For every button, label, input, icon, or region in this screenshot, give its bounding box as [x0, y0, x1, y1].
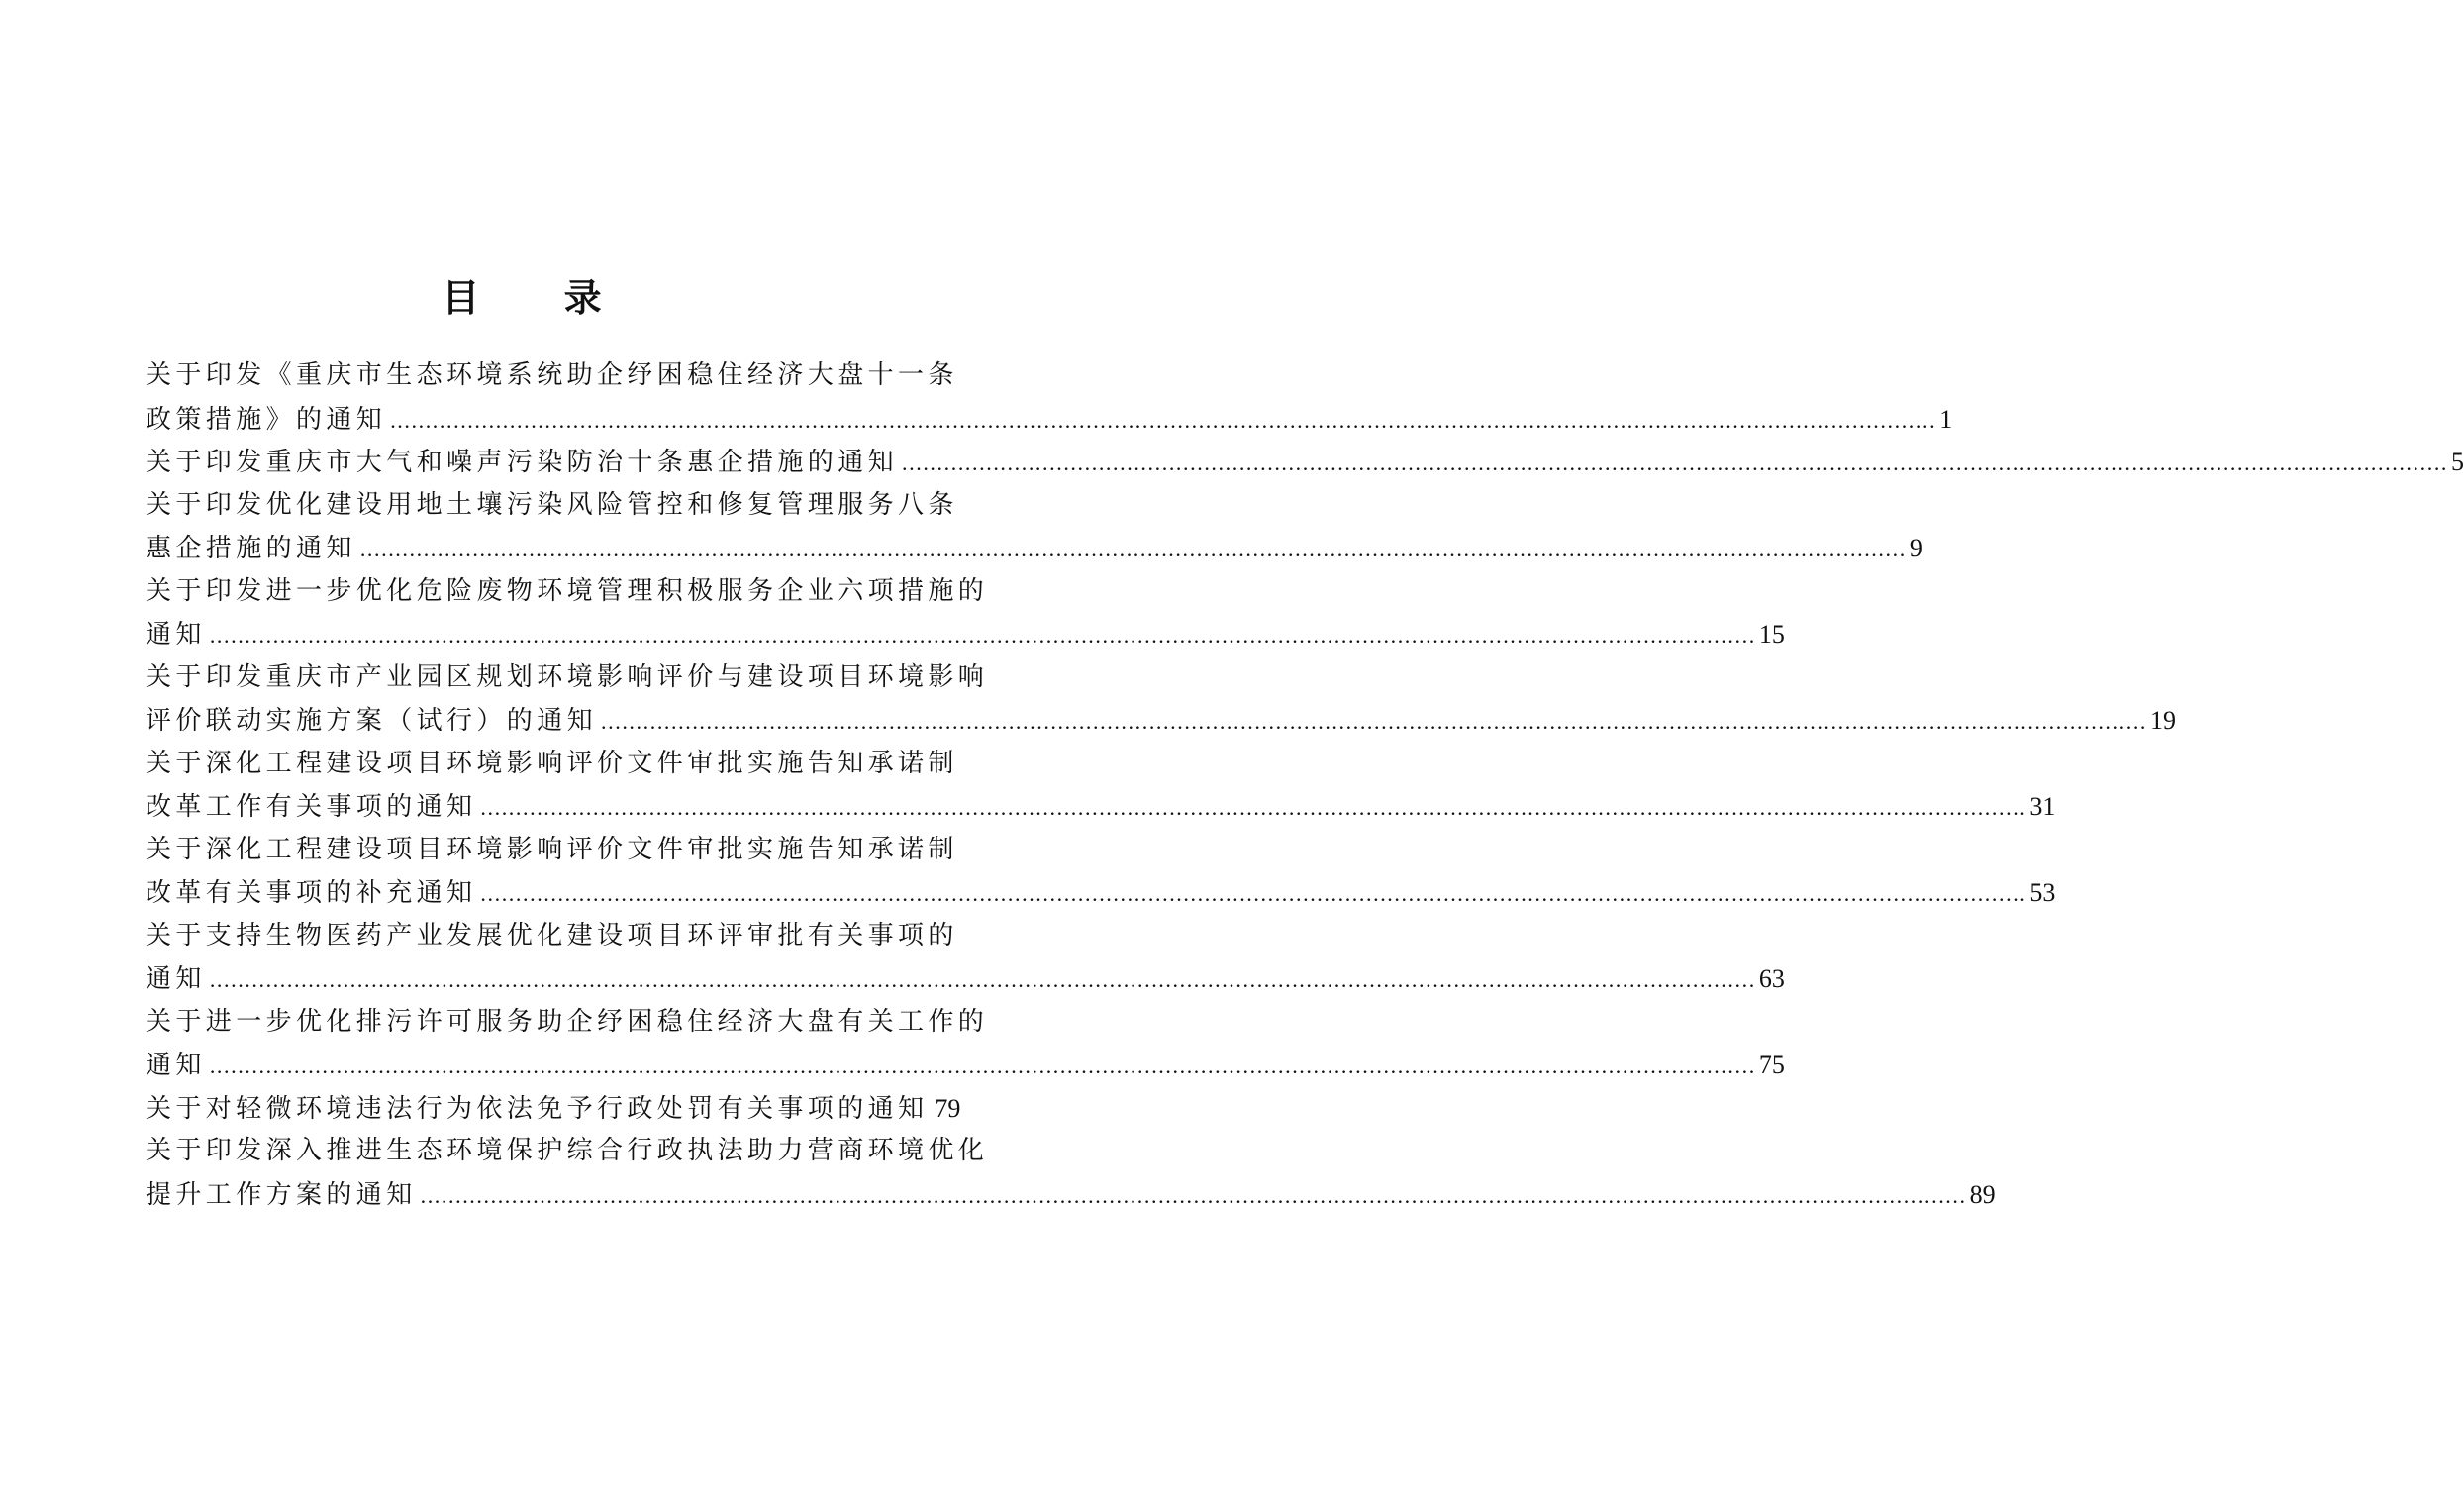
toc-entry-title-text: 关于对轻微环境违法行为依法免予行政处罚有关事项的通知 — [146, 1093, 929, 1124]
dot-leader — [902, 442, 2448, 485]
toc-entry-title-line: 关于印发重庆市产业园区规划环境影响评价与建设项目环境影响 — [146, 661, 989, 692]
toc-entry-last-line — [146, 699, 2177, 743]
toc-entry-last-line — [146, 1087, 961, 1131]
toc-entry-title-text: 改革工作有关事项的通知 — [146, 792, 477, 822]
toc-entry-last-line — [146, 441, 2464, 484]
toc-entry[interactable] — [146, 1130, 1996, 1216]
toc-page-number: 63 — [1758, 964, 1785, 993]
toc-page-number: 31 — [2029, 792, 2056, 821]
toc-entry-last-line — [146, 1173, 1996, 1217]
toc-entry[interactable] — [146, 441, 2464, 484]
dot-leader — [210, 1045, 1756, 1088]
toc-entry-title-text: 通知 — [146, 620, 206, 650]
toc-entry[interactable] — [146, 354, 1953, 441]
toc-entry[interactable] — [146, 829, 2056, 915]
toc-page-number: 53 — [2029, 878, 2056, 907]
toc-entry-last-line — [146, 1044, 1785, 1087]
toc-entry-title-text: 提升工作方案的通知 — [146, 1179, 417, 1210]
toc-entry-last-line — [146, 871, 2056, 915]
toc-entry[interactable] — [146, 1087, 961, 1131]
toc-entry[interactable] — [146, 1001, 1785, 1087]
toc-title: 目 录 — [442, 275, 638, 321]
toc-entry-title-line: 关于印发进一步优化危险废物环境管理积极服务企业六项措施的 — [146, 575, 989, 606]
toc-entry[interactable] — [146, 484, 1922, 570]
toc-entry-title-text: 政策措施》的通知 — [146, 404, 387, 435]
toc-page-number: 9 — [1909, 534, 1922, 562]
dot-leader — [480, 872, 2026, 916]
toc-entry-title-line: 关于深化工程建设项目环境影响评价文件审批实施告知承诺制 — [146, 748, 958, 778]
toc-entry[interactable] — [146, 915, 1785, 1001]
toc-entry-title-line: 关于印发《重庆市生态环境系统助企纾困稳住经济大盘十一条 — [146, 360, 958, 390]
toc-entry-title-line: 关于支持生物医药产业发展优化建设项目环评审批有关事项的 — [146, 920, 958, 951]
toc-entry-title-line: 关于进一步优化排污许可服务助企纾困稳住经济大盘有关工作的 — [146, 1006, 989, 1037]
toc-page-number: 1 — [1939, 404, 1953, 434]
toc-page-number: 89 — [1969, 1179, 1996, 1209]
dot-leader — [210, 614, 1756, 657]
toc-entry-title-text: 惠企措施的通知 — [146, 534, 356, 563]
toc-entry-last-line — [146, 785, 2056, 829]
toc-entry-title-text: 评价联动实施方案（试行）的通知 — [146, 706, 598, 736]
dot-leader — [421, 1174, 1967, 1218]
dot-leader — [360, 528, 1907, 571]
toc-entry-last-line — [146, 613, 1785, 656]
dot-leader — [210, 958, 1756, 1002]
toc-entry-last-line — [146, 957, 1785, 1001]
toc-entry-title-line: 关于印发优化建设用地土壤污染风险管控和修复管理服务八条 — [146, 489, 958, 520]
toc-page-number: 79 — [935, 1093, 961, 1123]
toc-entry-title-text: 通知 — [146, 1051, 206, 1080]
toc-entry-title-line: 关于印发深入推进生态环境保护综合行政执法助力营商环境优化 — [146, 1136, 989, 1165]
toc-entry-last-line — [146, 527, 1922, 570]
dot-leader — [480, 786, 2026, 830]
toc-page-number: 5 — [2451, 448, 2464, 476]
toc-entry[interactable] — [146, 570, 1785, 656]
toc-entry-title-text: 改革有关事项的补充通知 — [146, 878, 477, 908]
toc-entry-title-text: 关于印发重庆市大气和噪声污染防治十条惠企措施的通知 — [146, 448, 899, 477]
toc-page-number: 15 — [1758, 620, 1785, 649]
toc-page-number: 19 — [2150, 706, 2177, 735]
toc-entry[interactable] — [146, 743, 2056, 829]
dot-leader — [601, 700, 2147, 744]
table-of-contents — [146, 354, 2464, 1216]
toc-page-number: 75 — [1758, 1051, 1785, 1079]
toc-entry-title-line: 关于深化工程建设项目环境影响评价文件审批实施告知承诺制 — [146, 834, 958, 864]
toc-entry[interactable] — [146, 656, 2177, 743]
dot-leader — [390, 399, 1936, 443]
toc-entry-title-text: 通知 — [146, 964, 206, 994]
toc-entry-last-line — [146, 398, 1953, 442]
